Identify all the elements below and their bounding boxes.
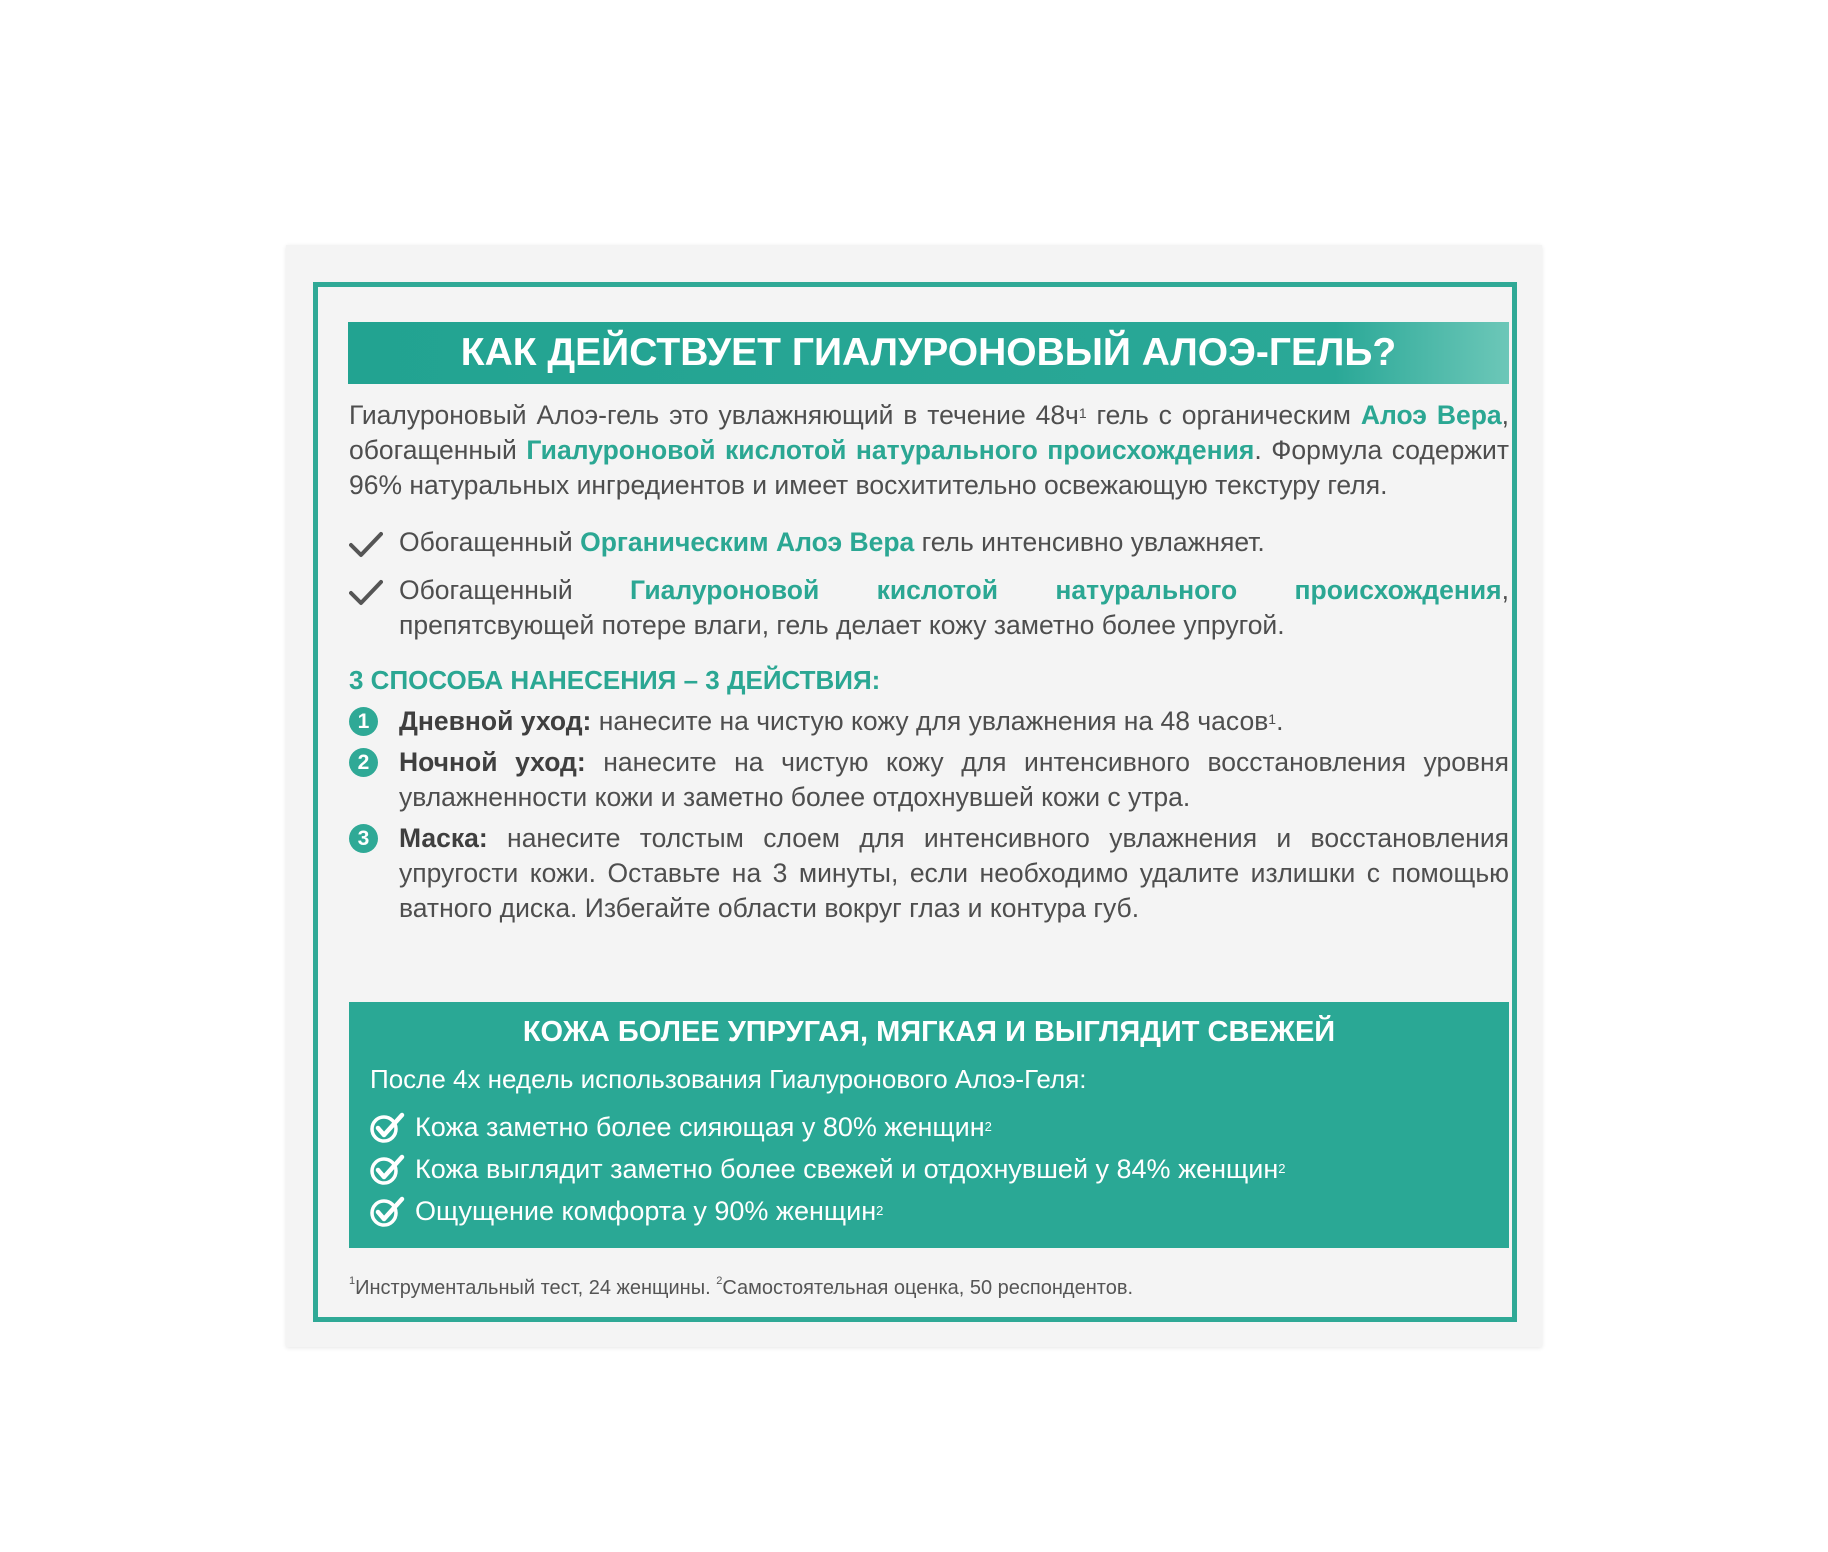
footnote-ref: 1	[1268, 711, 1277, 727]
benefit-text: гель интенсивно увлажняет.	[914, 527, 1265, 557]
benefit-text: Обогащенный	[399, 575, 631, 605]
benefit-item	[349, 525, 1509, 560]
footnote-mark: 2	[716, 1275, 723, 1287]
main-content	[349, 398, 1509, 926]
footnote-mark: 1	[349, 1275, 356, 1287]
benefit-text: Обогащенный	[399, 527, 581, 557]
benefit-item	[349, 573, 1509, 643]
method-text: нанесите толстым слоем для интенсивного увлажнения и восстановления упругости кожи. Оставьте на 3 минуты, если необходимо удалите излишки с помощью ватного диска. Избегайте области вокруг глаз и контура губ.	[399, 823, 1509, 923]
footnote-ref: 2	[876, 1203, 884, 1218]
method-item	[349, 821, 1509, 926]
footnote-ref: 2	[1278, 1161, 1286, 1176]
check-circle-icon	[369, 1196, 405, 1228]
check-circle-icon	[369, 1154, 405, 1186]
result-item	[369, 1106, 1286, 1148]
method-text: нанесите на чистую кожу для интенсивного восстановления уровня увлажненности кожи и заметно более отдохнувшей кожи с утра.	[399, 747, 1509, 812]
check-circle-icon	[369, 1112, 405, 1144]
methods-heading: 3 СПОСОБА НАНЕСЕНИЯ – 3 ДЕЙСТВИЯ:	[349, 665, 881, 695]
method-text: нанесите на чистую кожу для увлажнения на 48 часов	[591, 706, 1269, 736]
result-item	[369, 1190, 1286, 1232]
footnote-ref: 1	[1078, 405, 1087, 421]
method-tail: .	[1276, 706, 1284, 736]
benefit-highlight: Гиалуроновой кислотой натурального происхождения	[630, 575, 1502, 605]
footnote-text: Самостоятельная оценка, 50 респондентов.	[722, 1277, 1134, 1299]
footnote-text: Инструментальный тест, 24 женщины.	[355, 1277, 717, 1299]
number-badge: 1	[349, 707, 378, 736]
benefit-highlight: Органическим Алоэ Вера	[580, 527, 915, 557]
footnote	[349, 1277, 1133, 1300]
number-badge: 2	[349, 748, 378, 777]
results-panel	[349, 1002, 1509, 1248]
highlight-hyaluronic: Гиалуроновой кислотой натурального происхождения	[526, 435, 1255, 465]
results-intro: После 4х недель использования Гиалуронового Алоэ-Геля:	[370, 1064, 1087, 1094]
intro-text-3: , обогащенный	[349, 400, 1510, 465]
footnote-ref: 2	[984, 1119, 992, 1134]
intro-paragraph	[349, 398, 1509, 503]
method-item	[349, 704, 1509, 739]
benefit-text: , препятсвующей потере влаги, гель делает кожу заметно более упругой.	[399, 575, 1509, 640]
intro-text-2: гель с органическим	[1086, 400, 1361, 430]
result-text: Кожа выглядит заметно более свежей и отдохнувшей у 84% женщин	[415, 1154, 1279, 1184]
result-text: Кожа заметно более сияющая у 80% женщин	[415, 1112, 985, 1142]
number-badge: 3	[349, 824, 378, 853]
results-list	[369, 1106, 1286, 1232]
result-item	[369, 1148, 1286, 1190]
results-title: КОЖА БОЛЕЕ УПРУГАЯ, МЯГКАЯ И ВЫГЛЯДИТ СВЕЖЕЙ	[522, 1016, 1336, 1048]
method-label: Ночной уход:	[399, 747, 586, 777]
highlight-aloe: Алоэ Вера	[1360, 400, 1502, 430]
method-label: Маска:	[399, 823, 488, 853]
method-item	[349, 745, 1509, 815]
intro-text-1: Гиалуроновый Алоэ-гель это увлажняющий в течение 48ч	[349, 400, 1079, 430]
method-label: Дневной уход:	[399, 706, 592, 736]
check-icon	[349, 579, 383, 607]
intro-text-4: . Формула содержит 96% натуральных ингредиентов и имеет восхитительно освежающую текстуру геля.	[349, 435, 1509, 500]
page-title: КАК ДЕЙСТВУЕТ ГИАЛУРОНОВЫЙ АЛОЭ-ГЕЛЬ?	[348, 322, 1509, 384]
result-text: Ощущение комфорта у 90% женщин	[415, 1196, 877, 1226]
check-icon	[349, 531, 383, 559]
